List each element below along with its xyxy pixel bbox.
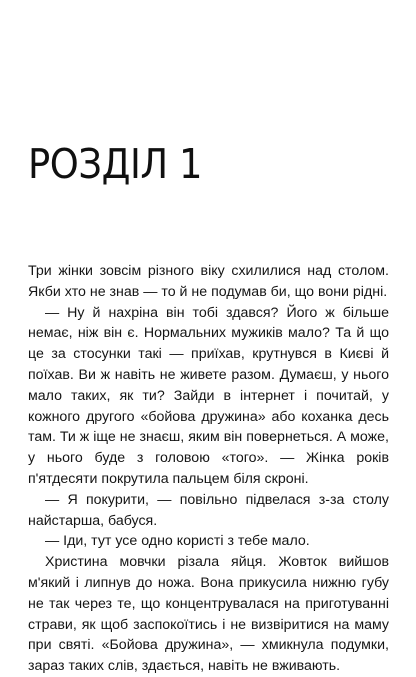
body-text <box>28 261 389 677</box>
paragraph: — Я покурити, — повільно підвелася з-за столу найстарша, бабуся. <box>28 491 389 529</box>
paragraph: — Ну й нахріна він тобі здався? Його ж більше немає, ніж він є. Нормальних мужиків мало? Та й що це за стосунки такі — приїхав, крутнувся в Києві й поїхав. Ви ж навіть не живете разом. Думаєш, у нього мало таких, як ти? Зайди в інтернет і почитай, у кожного другого «бойова дружина» або коханка десь там. Ти ж іще не знаєш, яким він повернеться. А може, у нього буде з головою «того». — Жінка років п'ятдесяти покрутила пальцем біля скроні. <box>28 304 389 487</box>
paragraph: Три жінки зовсім різного віку схилилися над столом. Якби хто не знав — то й не подумав би, що вони рідні. <box>28 263 389 300</box>
chapter-title: РОЗДІЛ 1 <box>28 140 203 188</box>
paragraph: — Іди, тут усе одно користі з тебе мало. <box>45 533 310 550</box>
paragraph: Христина мовчки різала яйця. Жовток вийшов м'який і липнув до ножа. Вона прикусила нижню губу не так через те, що концентрувалася на приготуванні страви, як щоб заспокоїтись і не визвіритися на маму при святі. «Бойова дружина», — хмикнула подумки, зараз таких слів, здається, навіть не вживають. <box>28 554 389 675</box>
